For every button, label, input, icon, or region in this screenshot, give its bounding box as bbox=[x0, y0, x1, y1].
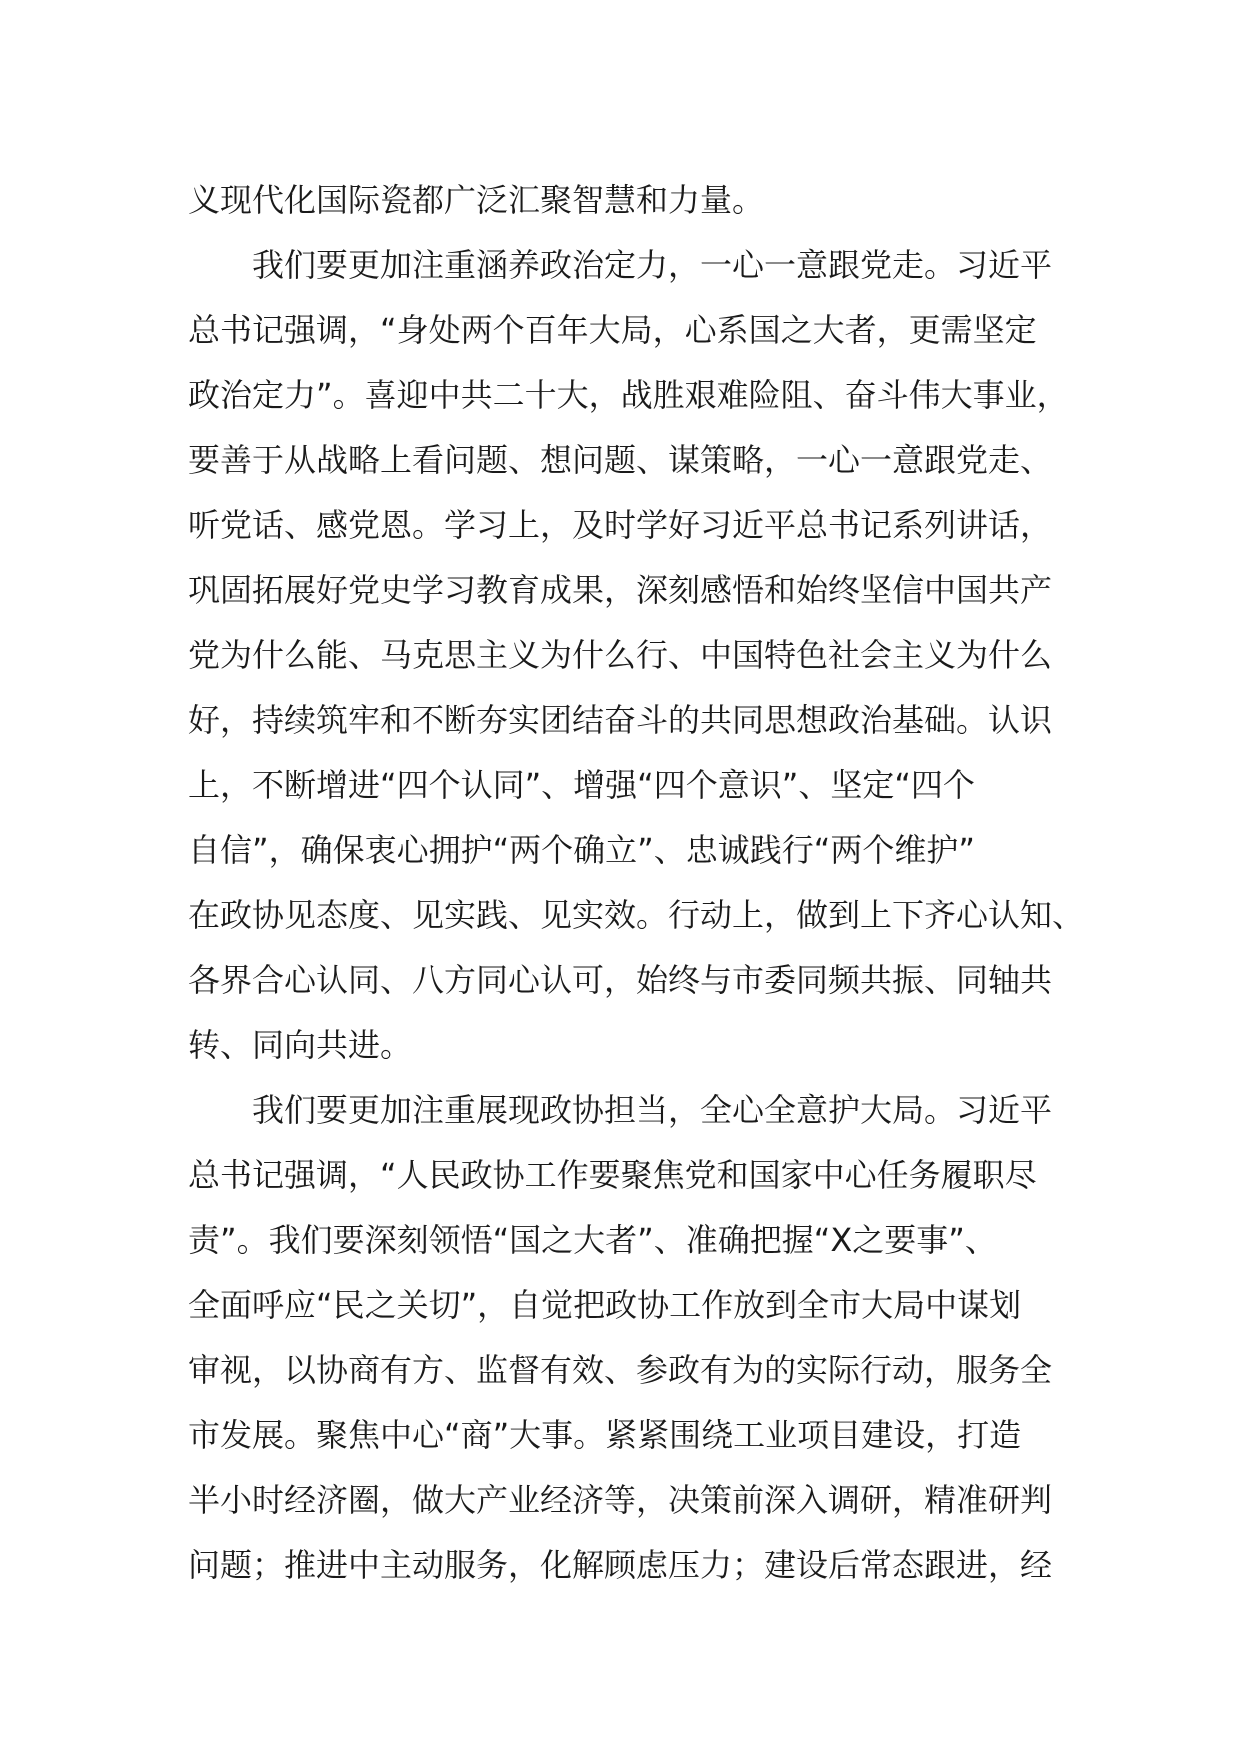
text-line: 审视，以协商有方、监督有效、参政有为的实际行动，服务全 bbox=[188, 1351, 1053, 1389]
text-line: 听党话、感党恩。学习上，及时学好习近平总书记系列讲话， bbox=[188, 506, 1053, 544]
text-line: 全面呼应“民之关切”，自觉把政协工作放到全市大局中谋划 bbox=[188, 1286, 1022, 1324]
text-line: 责”。我们要深刻领悟“国之大者”、准确把握“X之要事”、 bbox=[188, 1221, 997, 1259]
text-line: 市发展。聚焦中心“商”大事。紧紧围绕工业项目建设，打造 bbox=[188, 1416, 1022, 1454]
paragraph-start-line: 我们要更加注重涵养政治定力，一心一意跟党走。习近平 bbox=[252, 246, 1053, 284]
text-line: 上，不断增进“四个认同”、增强“四个意识”、坚定“四个 bbox=[188, 766, 975, 804]
text-line: 在政协见态度、见实践、见实效。行动上，做到上下齐心认知、 bbox=[188, 896, 1085, 934]
text-line: 总书记强调，“人民政协工作要聚焦党和国家中心任务履职尽 bbox=[188, 1156, 1037, 1194]
text-line: 总书记强调，“身处两个百年大局，心系国之大者，更需坚定 bbox=[188, 311, 1037, 349]
text-line: 问题；推进中主动服务，化解顾虑压力；建设后常态跟进，经 bbox=[188, 1546, 1053, 1584]
paragraph-start-line: 我们要更加注重展现政协担当，全心全意护大局。习近平 bbox=[252, 1091, 1053, 1129]
text-line: 义现代化国际瓷都广泛汇聚智慧和力量。 bbox=[188, 181, 765, 219]
text-line: 政治定力”。喜迎中共二十大，战胜艰难险阻、奋斗伟大事业， bbox=[188, 376, 1069, 414]
text-line: 好，持续筑牢和不断夯实团结奋斗的共同思想政治基础。认识 bbox=[188, 701, 1053, 739]
text-line: 党为什么能、马克思主义为什么行、中国特色社会主义为什么 bbox=[188, 636, 1053, 674]
text-line: 各界合心认同、八方同心认可，始终与市委同频共振、同轴共 bbox=[188, 961, 1053, 999]
text-line: 要善于从战略上看问题、想问题、谋策略，一心一意跟党走、 bbox=[188, 441, 1053, 479]
text-line: 巩固拓展好党史学习教育成果，深刻感悟和始终坚信中国共产 bbox=[188, 571, 1053, 609]
text-line: 半小时经济圈，做大产业经济等，决策前深入调研，精准研判 bbox=[188, 1481, 1053, 1519]
text-line: 转、同向共进。 bbox=[188, 1026, 413, 1064]
text-line: 自信”，确保衷心拥护“两个确立”、忠诚践行“两个维护” bbox=[188, 831, 975, 869]
body-text bbox=[188, 168, 1088, 1598]
